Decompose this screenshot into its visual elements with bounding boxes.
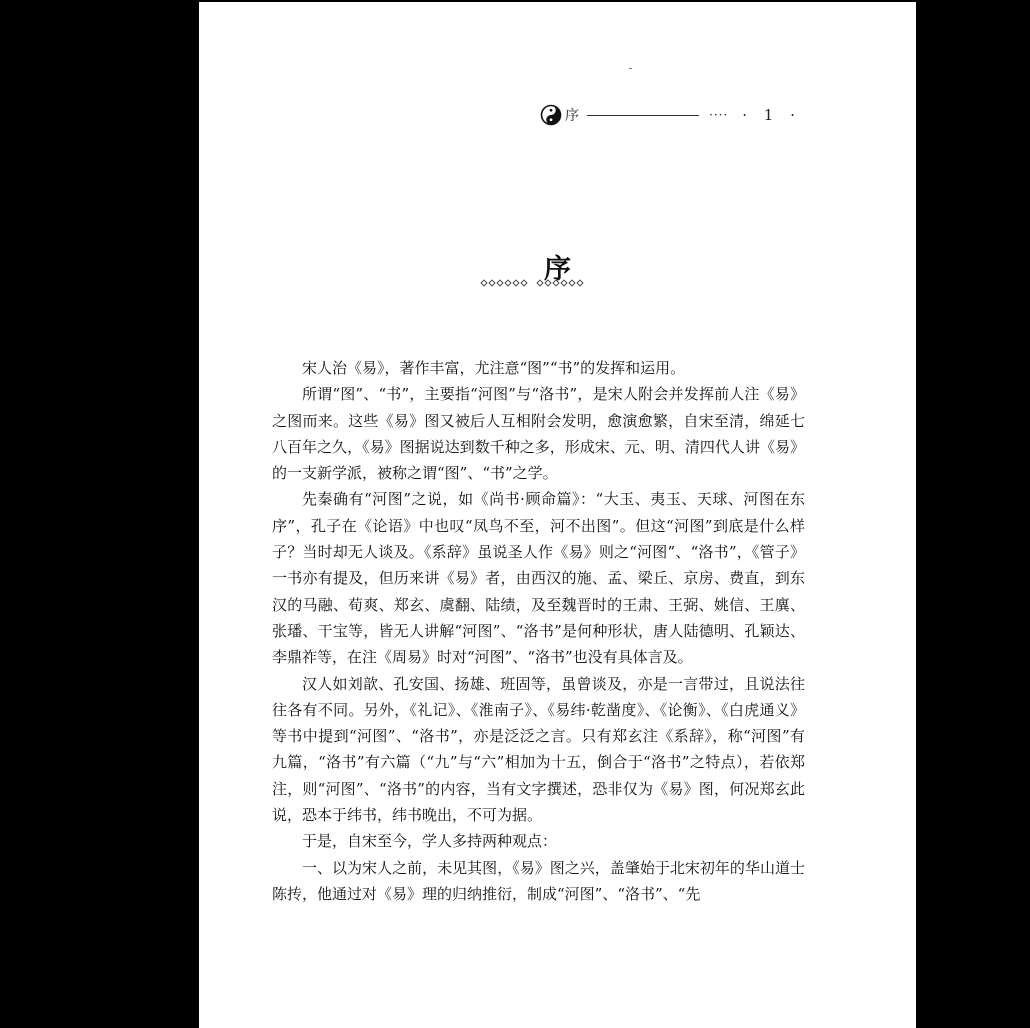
paragraph: 汉人如刘歆、孔安国、扬雄、班固等，虽曾谈及，亦是一言带过，且说法往往各有不同。另外，《礼记》、《淮南子》、《易纬·乾凿度》、《论衡》、《白虎通义》等书中提到“河图”、“洛书”，亦是泛泛之言。只有郑玄注《系辞》，称“河图”有九篇，“洛书”有六篇（“九”与“六”相加为十五，倒合于“洛书”之特点），若依郑注，则“河图”、“洛书”的内容，当有文字撰述，恐非仅为《易》图，何况郑玄此说，恐本于纬书，纬书晚出，不可为据。 [272, 674, 805, 825]
paragraph: 于是，自宋至今，学人多持两种观点： [302, 832, 558, 851]
paragraph: 宋人治《易》，著作丰富，尤注意“图”“书”的发挥和运用。 [302, 359, 686, 377]
running-head-section: 序 [565, 108, 579, 124]
chapter-title: 序 [544, 254, 571, 285]
title-ornament [479, 277, 587, 289]
page-number: · 1 · [742, 106, 801, 124]
book-page [199, 2, 916, 1028]
running-head-dots: ···· [709, 108, 729, 122]
stray-mark [629, 68, 632, 69]
taiji-icon [540, 104, 562, 126]
body-text [272, 355, 805, 907]
paragraph: 所谓“图”、“书”，主要指“河图”与“洛书”，是宋人附会并发挥前人注《易》之图而来。这些《易》图又被后人互相附会发明，愈演愈繁，自宋至清，绵延七八百年之久，《易》图据说达到数千种之多，形成宋、元、明、清四代人讲《易》的一支新学派，被称之谓“图”、“书”之学。 [272, 385, 805, 483]
running-head [540, 102, 810, 128]
paragraph: 一、以为宋人之前，未见其图，《易》图之兴，盖肇始于北宋初年的华山道士陈抟，他通过对《易》理的归纳推衍，制成“河图”、“洛书”、“先 [272, 858, 805, 903]
paragraph: 先秦确有“河图”之说，如《尚书·顾命篇》：“大玉、夷玉、天球、河图在东序”，孔子在《论语》中也叹“凤鸟不至，河不出图”。但这“河图”到底是什么样子？当时却无人谈及。《系辞》虽说圣人作《易》则之“河图”、“洛书”，《管子》一书亦有提及，但历来讲《易》者，由西汉的施、孟、梁丘、京房、费直，到东汉的马融、荀爽、郑玄、虞翻、陆绩，及至魏晋时的王肃、王弼、姚信、王廙、张璠、干宝等，皆无人讲解“河图”、“洛书”是何种形状，唐人陆德明、孔颖达、李鼎祚等，在注《周易》时对“河图”、“洛书”也没有具体言及。 [272, 490, 805, 667]
running-head-rule [587, 115, 699, 116]
